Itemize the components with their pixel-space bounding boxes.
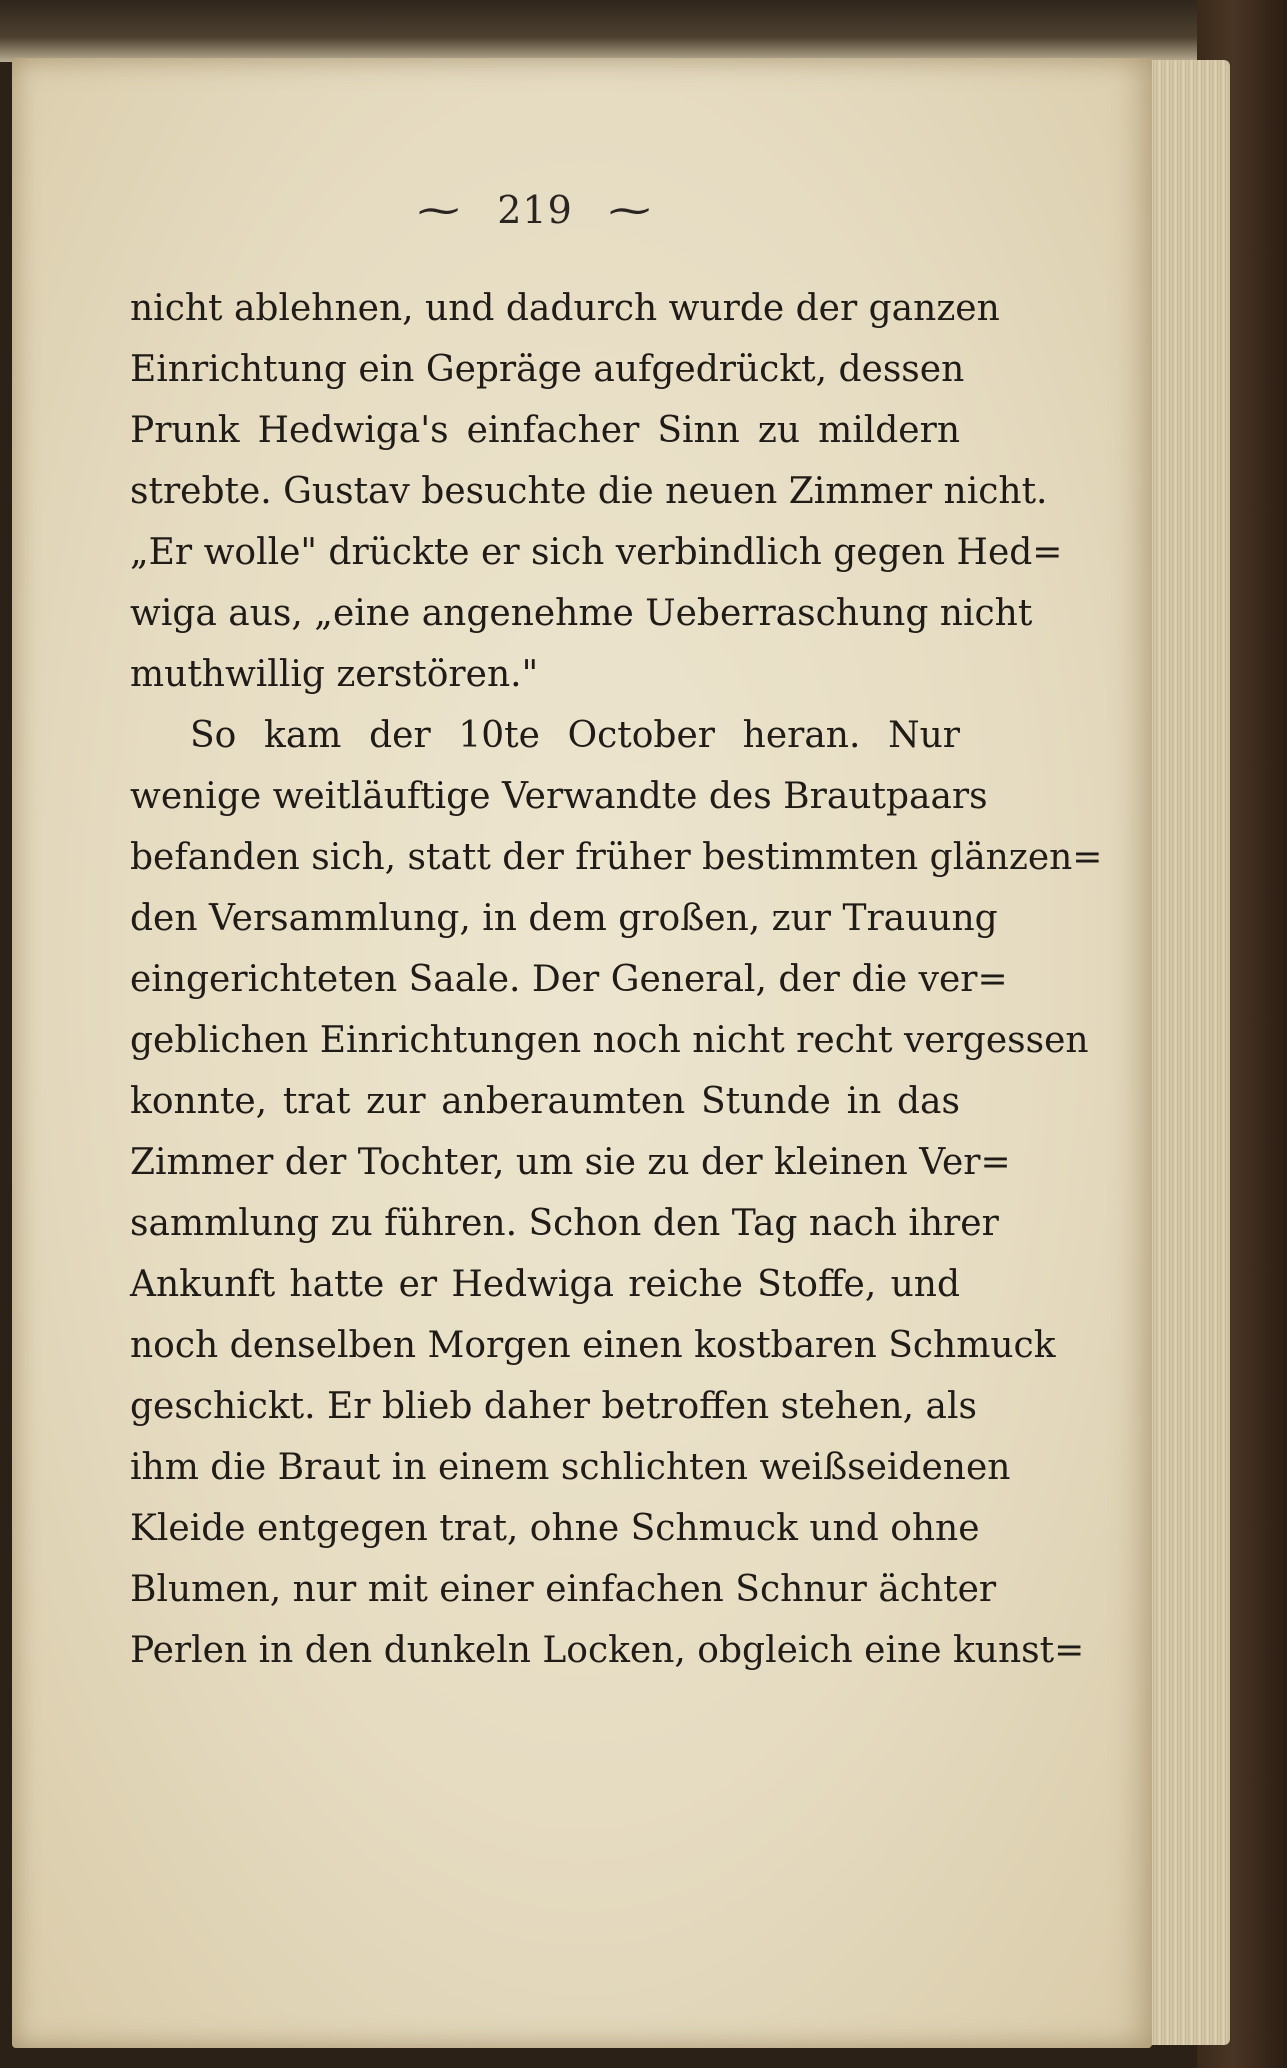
ornament-right-icon: ~ bbox=[604, 188, 657, 232]
page-body-text bbox=[130, 278, 1103, 1681]
text-line: konnte, trat zur anberaumten Stunde in das bbox=[130, 1081, 960, 1122]
text-line: Einrichtung ein Gepräge aufgedrückt, dessen bbox=[130, 349, 965, 390]
text-line: eingerichteten Saale. Der General, der die ver= bbox=[130, 959, 1008, 1000]
text-line: wiga aus, „eine angenehme Ueberraschung nicht bbox=[130, 593, 1033, 634]
text-line: Ankunft hatte er Hedwiga reiche Stoffe, und bbox=[130, 1264, 960, 1305]
ornament-left-icon: ~ bbox=[413, 188, 466, 232]
text-line: Kleide entgegen trat, ohne Schmuck und ohne bbox=[130, 1508, 980, 1549]
text-line: nicht ablehnen, und dadurch wurde der ganzen bbox=[130, 288, 1000, 329]
text-line: noch denselben Morgen einen kostbaren Schmuck bbox=[130, 1325, 1056, 1366]
text-line: Perlen in den dunkeln Locken, obgleich eine kunst= bbox=[130, 1630, 1085, 1671]
text-line: So kam der 10te October heran. Nur bbox=[190, 715, 960, 756]
text-line: Blumen, nur mit einer einfachen Schnur ächter bbox=[130, 1569, 997, 1610]
text-line: strebte. Gustav besuchte die neuen Zimmer nicht. bbox=[130, 471, 1048, 512]
text-line: muthwillig zerstören." bbox=[130, 654, 539, 695]
text-line: ihm die Braut in einem schlichten weißseidenen bbox=[130, 1447, 1011, 1488]
previous-page-edge bbox=[0, 0, 1287, 62]
text-line: „Er wolle" drückte er sich verbindlich gegen Hed= bbox=[130, 532, 1063, 573]
text-line: befanden sich, statt der früher bestimmten glänzen= bbox=[130, 837, 1103, 878]
text-line: Prunk Hedwiga's einfacher Sinn zu mildern bbox=[130, 410, 960, 451]
text-line: wenige weitläuftige Verwandte des Brautpaars bbox=[130, 776, 988, 817]
text-line: Zimmer der Tochter, um sie zu der kleinen Ver= bbox=[130, 1142, 1011, 1183]
page-header bbox=[0, 188, 1070, 232]
text-line: den Versammlung, in dem großen, zur Trauung bbox=[130, 898, 998, 939]
text-line: geblichen Einrichtungen noch nicht recht vergessen bbox=[130, 1020, 1089, 1061]
text-line: geschickt. Er blieb daher betroffen stehen, als bbox=[130, 1386, 977, 1427]
text-line: sammlung zu führen. Schon den Tag nach ihrer bbox=[130, 1203, 999, 1244]
page-number: 219 bbox=[497, 188, 573, 232]
